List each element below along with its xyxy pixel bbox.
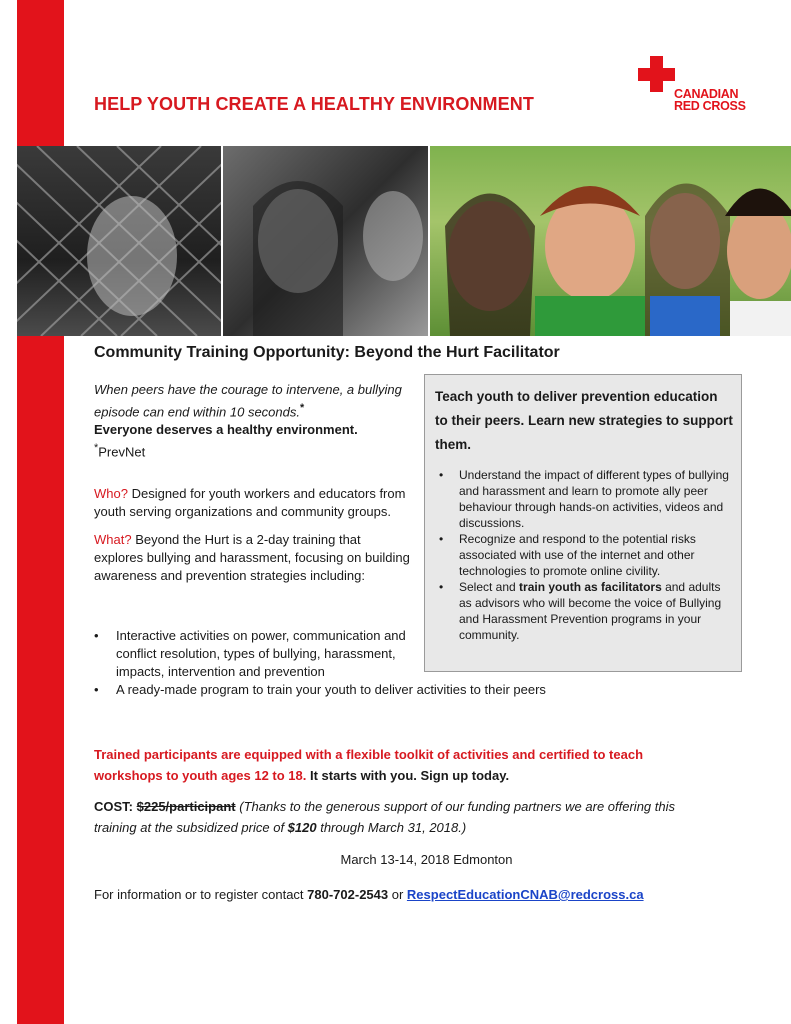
photo-fence-hand xyxy=(17,146,221,336)
phone-number: 780-702-2543 xyxy=(307,887,389,902)
contact-line xyxy=(94,887,644,902)
contact-mid: or xyxy=(388,887,407,902)
list-item xyxy=(435,531,733,579)
source-text: PrevNet xyxy=(98,444,146,460)
callout-item-text: Understand the impact of different types of bullying and harassment and learn to promote ally peer behaviour through hands-on activities, videos and discussions. xyxy=(459,468,729,530)
trained-red-text: Trained participants are equipped with a flexible toolkit of activities and certified to teach workshops to youth ages 12 to 18. xyxy=(94,747,644,783)
old-price: $225/participant xyxy=(136,799,236,814)
bullet-icon: • xyxy=(439,532,444,546)
cost-note-end: through March 31, 2018.) xyxy=(316,820,467,835)
photo-sad-girl xyxy=(223,146,428,336)
callout-list xyxy=(435,467,733,643)
logo-line2: RED CROSS xyxy=(674,99,746,113)
bold-line: Everyone deserves a healthy environment. xyxy=(94,422,358,438)
trained-statement xyxy=(94,744,714,786)
what-paragraph xyxy=(94,531,410,585)
what-label: What? xyxy=(94,531,132,547)
bullet-icon: • xyxy=(94,628,99,643)
quote-asterisk: * xyxy=(299,402,305,414)
quote-text: When peers have the courage to intervene, a bullying episode can end within 10 seconds. xyxy=(94,382,402,420)
bullet-icon: • xyxy=(94,682,99,697)
subtitle: Community Training Opportunity: Beyond the Hurt Facilitator xyxy=(94,344,560,361)
photo-smiling-teens xyxy=(430,146,791,336)
callout-title: Teach youth to deliver prevention education to their peers. Learn new strategies to support them. xyxy=(435,389,733,452)
cost-label: COST: xyxy=(94,799,137,814)
red-cross-logo xyxy=(638,56,748,120)
callout-item-text: and adults as advisors who will become the voice of Bullying and Harassment Prevention programs in your community. xyxy=(459,580,722,642)
callout-item-text: Select and xyxy=(459,580,520,594)
bullet-icon: • xyxy=(439,468,444,482)
what-text: Beyond the Hurt is a 2-day training that explores bullying and harassment, focusing on building awareness and prevention strategies including: xyxy=(94,531,410,583)
email-link[interactable]: RespectEducationCNAB@redcross.ca xyxy=(406,887,644,902)
who-label: Who? xyxy=(94,485,128,501)
bullet-icon: • xyxy=(439,580,444,594)
photo-banner xyxy=(17,146,791,336)
callout-box xyxy=(424,374,742,672)
teens-group-image xyxy=(430,146,791,336)
source-mark: * xyxy=(94,442,99,455)
list-item xyxy=(435,579,733,643)
callout-item-bold: train youth as facilitators xyxy=(519,580,662,594)
list-item xyxy=(94,627,406,681)
bullet-text: A ready-made program to train your youth to deliver activities to their peers xyxy=(116,682,546,697)
contact-pre: For information or to register contact xyxy=(94,887,308,902)
list-item xyxy=(94,681,634,699)
bullet-text: Interactive activities on power, communication and conflict resolution, types of bullying, harassment, impacts, intervention and prevention xyxy=(116,628,406,679)
who-text: Designed for youth workers and educators from youth serving organizations and community groups. xyxy=(94,485,406,519)
who-paragraph xyxy=(94,485,410,521)
left-column xyxy=(94,381,410,585)
intro-quote xyxy=(94,381,410,462)
cost-note: (Thanks to the generous support of our funding partners we are offering this training at the subsidized price of xyxy=(94,799,675,835)
event-date: March 13-14, 2018 Edmonton xyxy=(340,852,513,867)
logo-text xyxy=(674,88,746,112)
red-cross-icon-bar xyxy=(638,68,675,81)
cost-line xyxy=(94,796,694,838)
callout-item-text: Recognize and respond to the potential risks associated with use of the internet and other technologies to promote online civility. xyxy=(459,532,696,578)
chain-link-fence-image xyxy=(17,146,221,336)
new-price: $120 xyxy=(287,820,317,835)
headline: HELP YOUTH CREATE A HEALTHY ENVIRONMENT xyxy=(94,94,534,114)
girl-portrait-image xyxy=(223,146,428,336)
logo-line1: CANADIAN xyxy=(674,87,739,101)
list-item xyxy=(435,467,733,531)
trained-black-text: It starts with you. Sign up today. xyxy=(306,768,510,783)
